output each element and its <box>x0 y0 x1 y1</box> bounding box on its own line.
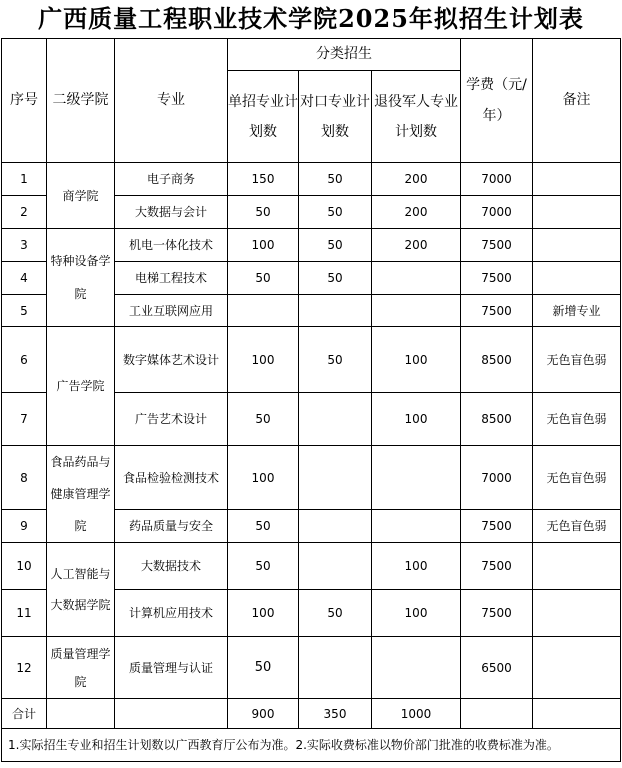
remark-cell <box>533 163 621 196</box>
counterpart-cell <box>299 393 372 446</box>
row-no: 4 <box>2 262 47 295</box>
college-cell: 食品药品与健康管理学院 <box>47 446 115 543</box>
veteran-cell: 200 <box>372 163 461 196</box>
remark-cell: 无色盲色弱 <box>533 446 621 510</box>
major-cell: 食品检验检测技术 <box>115 446 228 510</box>
total-counterpart: 350 <box>299 699 372 729</box>
college-cell: 人工智能与大数据学院 <box>47 543 115 637</box>
single-cell: 100 <box>228 229 299 262</box>
major-cell: 计算机应用技术 <box>115 590 228 637</box>
remark-cell <box>533 196 621 229</box>
row-no: 3 <box>2 229 47 262</box>
row-no: 5 <box>2 295 47 327</box>
major-cell: 大数据技术 <box>115 543 228 590</box>
remark-cell <box>533 262 621 295</box>
major-cell: 广告艺术设计 <box>115 393 228 446</box>
veteran-cell: 200 <box>372 196 461 229</box>
single-cell: 50 <box>228 393 299 446</box>
single-cell: 50 <box>228 262 299 295</box>
veteran-cell: 100 <box>372 590 461 637</box>
single-cell: 150 <box>228 163 299 196</box>
veteran-cell <box>372 637 461 699</box>
fee-cell: 7500 <box>461 262 533 295</box>
header-category: 分类招生 <box>228 39 461 71</box>
remark-cell: 无色盲色弱 <box>533 510 621 543</box>
footnote: 1.实际招生专业和招生计划数以广西教育厅公布为准。2.实际收费标准以物价部门批准的收费标准为准。 <box>2 729 621 762</box>
fee-cell: 7500 <box>461 229 533 262</box>
counterpart-cell: 50 <box>299 590 372 637</box>
major-cell: 电子商务 <box>115 163 228 196</box>
total-veteran: 1000 <box>372 699 461 729</box>
single-cell: 50 <box>228 510 299 543</box>
header-college: 二级学院 <box>47 39 115 163</box>
counterpart-cell <box>299 637 372 699</box>
single-cell: 50 <box>228 543 299 590</box>
veteran-cell: 100 <box>372 393 461 446</box>
total-label: 合计 <box>2 699 47 729</box>
veteran-cell <box>372 510 461 543</box>
major-cell: 质量管理与认证 <box>115 637 228 699</box>
header-no: 序号 <box>2 39 47 163</box>
major-cell: 数字媒体艺术设计 <box>115 327 228 393</box>
remark-cell: 无色盲色弱 <box>533 393 621 446</box>
total-remark-empty <box>533 699 621 729</box>
header-veteran: 退役军人专业计划数 <box>372 71 461 163</box>
remark-cell <box>533 590 621 637</box>
fee-cell: 8500 <box>461 393 533 446</box>
college-cell: 商学院 <box>47 163 115 229</box>
header-major: 专业 <box>115 39 228 163</box>
college-cell: 特种设备学院 <box>47 229 115 327</box>
major-cell: 电梯工程技术 <box>115 262 228 295</box>
fee-cell: 7500 <box>461 295 533 327</box>
row-no: 7 <box>2 393 47 446</box>
single-cell: 50 <box>228 196 299 229</box>
header-single: 单招专业计划数 <box>228 71 299 163</box>
remark-cell <box>533 543 621 590</box>
total-single: 900 <box>228 699 299 729</box>
counterpart-cell: 50 <box>299 229 372 262</box>
counterpart-cell <box>299 446 372 510</box>
counterpart-cell <box>299 510 372 543</box>
counterpart-cell: 50 <box>299 327 372 393</box>
row-no: 6 <box>2 327 47 393</box>
fee-cell: 7500 <box>461 590 533 637</box>
fee-cell: 8500 <box>461 327 533 393</box>
enrollment-plan-table <box>1 38 621 762</box>
veteran-cell: 100 <box>372 327 461 393</box>
total-college-empty <box>47 699 115 729</box>
row-no: 9 <box>2 510 47 543</box>
single-cell: 100 <box>228 590 299 637</box>
single-cell: 50 <box>228 637 299 699</box>
veteran-cell <box>372 262 461 295</box>
header-counterpart: 对口专业计划数 <box>299 71 372 163</box>
college-cell: 广告学院 <box>47 327 115 446</box>
major-cell: 大数据与会计 <box>115 196 228 229</box>
remark-cell: 新增专业 <box>533 295 621 327</box>
fee-cell: 7000 <box>461 446 533 510</box>
row-no: 11 <box>2 590 47 637</box>
fee-cell: 7500 <box>461 510 533 543</box>
row-no: 1 <box>2 163 47 196</box>
row-no: 8 <box>2 446 47 510</box>
counterpart-cell: 50 <box>299 163 372 196</box>
row-no: 10 <box>2 543 47 590</box>
college-cell: 质量管理学院 <box>47 637 115 699</box>
veteran-cell <box>372 295 461 327</box>
veteran-cell: 200 <box>372 229 461 262</box>
remark-cell: 无色盲色弱 <box>533 327 621 393</box>
fee-cell: 7000 <box>461 163 533 196</box>
counterpart-cell <box>299 295 372 327</box>
veteran-cell: 100 <box>372 543 461 590</box>
remark-cell <box>533 637 621 699</box>
counterpart-cell <box>299 543 372 590</box>
total-major-empty <box>115 699 228 729</box>
major-cell: 药品质量与安全 <box>115 510 228 543</box>
fee-cell: 7000 <box>461 196 533 229</box>
single-cell: 100 <box>228 327 299 393</box>
counterpart-cell: 50 <box>299 262 372 295</box>
major-cell: 机电一体化技术 <box>115 229 228 262</box>
major-cell: 工业互联网应用 <box>115 295 228 327</box>
fee-cell: 7500 <box>461 543 533 590</box>
fee-cell: 6500 <box>461 637 533 699</box>
header-remark: 备注 <box>533 39 621 163</box>
counterpart-cell: 50 <box>299 196 372 229</box>
single-cell: 100 <box>228 446 299 510</box>
total-fee-empty <box>461 699 533 729</box>
remark-cell <box>533 229 621 262</box>
header-fee: 学费（元/年） <box>461 39 533 163</box>
veteran-cell <box>372 446 461 510</box>
page-title: 广西质量工程职业技术学院2025年拟招生计划表 <box>38 4 584 33</box>
single-cell <box>228 295 299 327</box>
row-no: 12 <box>2 637 47 699</box>
row-no: 2 <box>2 196 47 229</box>
